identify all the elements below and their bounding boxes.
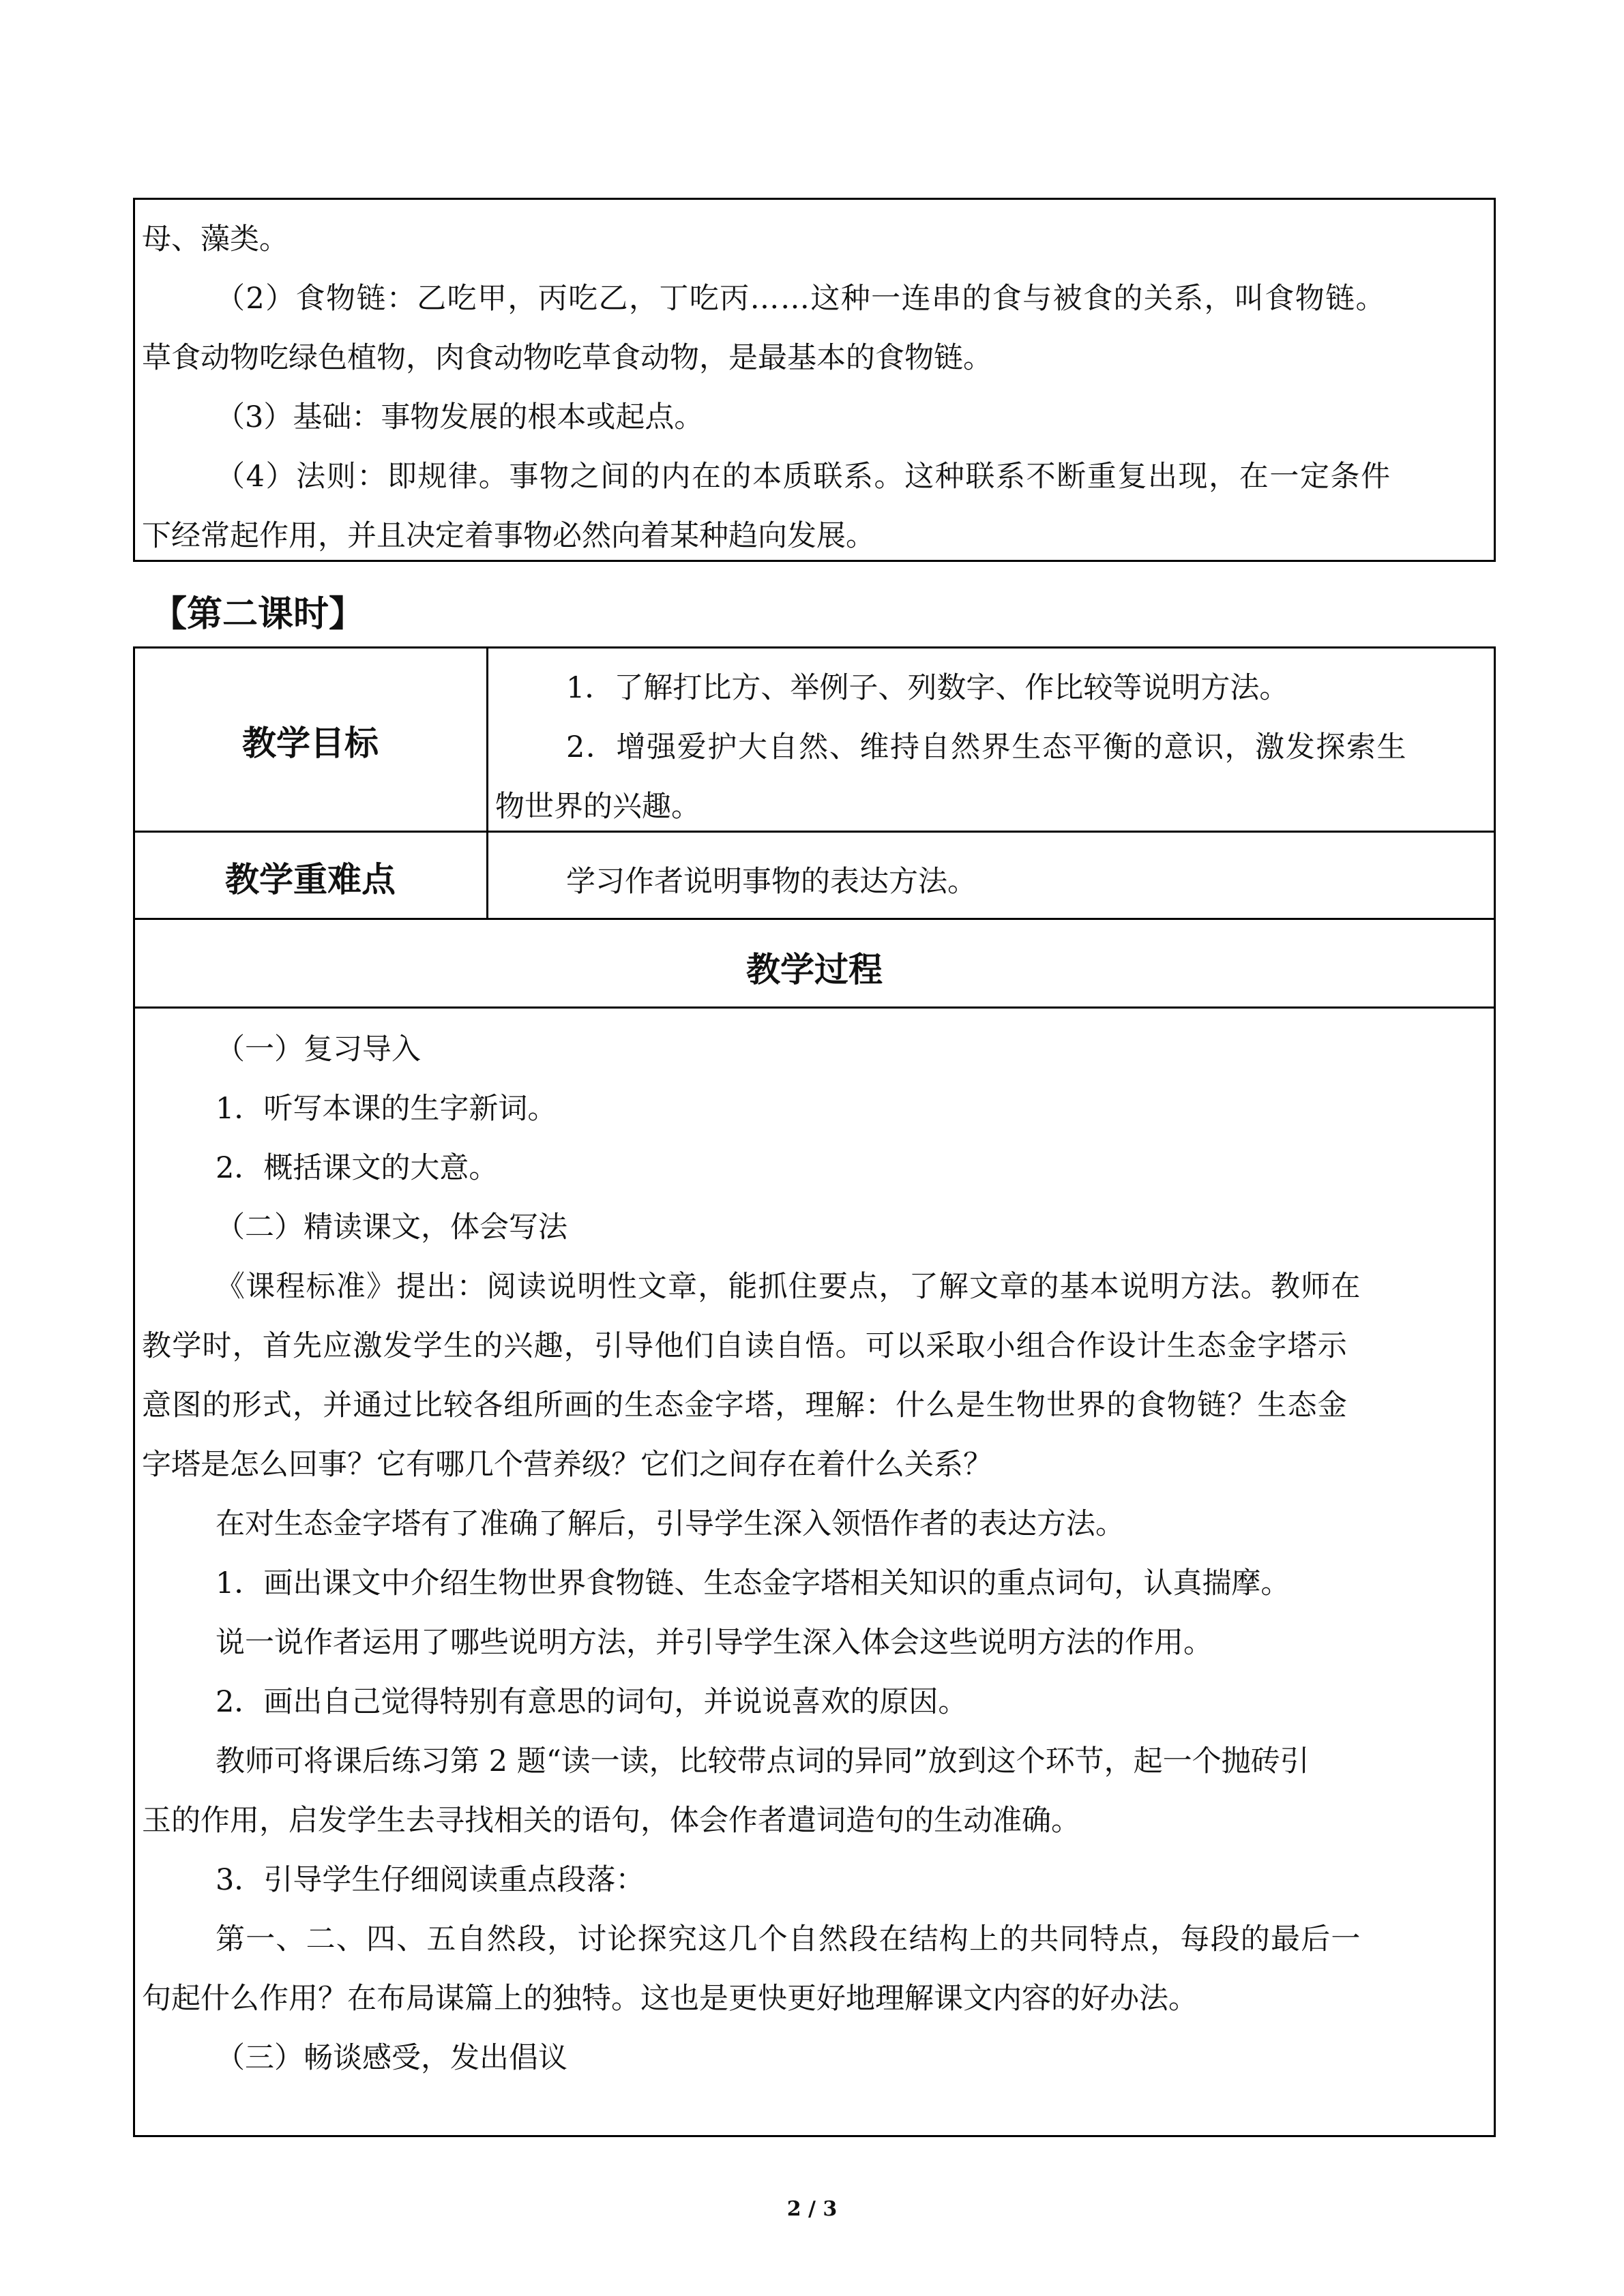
process-line-10: 1．画出课文中介绍生物世界食物链、生态金字塔相关知识的重点词句，认真揣摩。 [216, 1566, 1290, 1600]
continuation-line-1: 母、藻类。 [142, 222, 289, 256]
process-line-6: 教学时，首先应激发学生的兴趣，引导他们自读自悟。可以采取小组合作设计生态金字塔示 [142, 1329, 1348, 1363]
process-line-14: 玉的作用，启发学生去寻找相关的语句，体会作者遣词造句的生动准确。 [142, 1804, 1080, 1838]
continuation-line-5: （4）法则：即规律。事物之间的内在的本质联系。这种联系不断重复出现，在一定条件 [216, 460, 1391, 494]
process-line-13: 教师可将课后练习第 2 题“读一读，比较带点词的异同”放到这个环节，起一个抛砖引 [216, 1744, 1310, 1778]
goals-label: 教学目标 [242, 724, 379, 763]
row-divider-process-header [133, 1007, 1496, 1009]
goal-line-1: 1．了解打比方、举例子、列数字、作比较等说明方法。 [566, 671, 1289, 705]
process-line-4: （二）精读课文，体会写法 [216, 1210, 567, 1244]
process-line-3: 2．概括课文的大意。 [216, 1151, 499, 1185]
page-number: 2 / 3 [786, 2197, 838, 2221]
process-line-12: 2．画出自己觉得特别有意思的词句，并说说喜欢的原因。 [216, 1685, 968, 1719]
process-line-11: 说一说作者运用了哪些说明方法，并引导学生深入体会这些说明方法的作用。 [216, 1626, 1213, 1660]
process-label: 教学过程 [746, 950, 883, 989]
goal-line-2: 2．增强爱护大自然、维持自然界生态平衡的意识，激发探索生 [566, 730, 1408, 764]
row-divider-goals [133, 831, 1496, 833]
process-line-16: 第一、二、四、五自然段，讨论探究这几个自然段在结构上的共同特点，每段的最后一 [216, 1922, 1361, 1956]
row-divider-difficulty [133, 918, 1496, 920]
process-line-17: 句起什么作用？在布局谋篇上的独特。这也是更快更好地理解课文内容的好办法。 [142, 1982, 1198, 2016]
process-line-1: （一）复习导入 [216, 1032, 421, 1067]
section-heading: 【第二课时】 [151, 594, 365, 635]
process-line-7: 意图的形式，并通过比较各组所画的生态金字塔，理解：什么是生物世界的食物链？生态金 [142, 1388, 1348, 1422]
process-line-18: （三）畅谈感受，发出倡议 [216, 2041, 567, 2075]
difficulty-label: 教学重难点 [225, 860, 396, 899]
process-line-2: 1．听写本课的生字新词。 [216, 1092, 557, 1126]
continuation-line-6: 下经常起作用，并且决定着事物必然向着某种趋向发展。 [142, 519, 875, 553]
goal-line-3: 物世界的兴趣。 [495, 790, 700, 824]
process-line-8: 字塔是怎么回事？它有哪几个营养级？它们之间存在着什么关系？ [142, 1448, 992, 1482]
process-line-15: 3．引导学生仔细阅读重点段落： [216, 1863, 645, 1897]
continuation-line-3: 草食动物吃绿色植物，肉食动物吃草食动物，是最基本的食物链。 [142, 341, 992, 375]
process-line-9: 在对生态金字塔有了准确了解后，引导学生深入领悟作者的表达方法。 [216, 1507, 1125, 1541]
process-line-5: 《课程标准》提出：阅读说明性文章，能抓住要点，了解文章的基本说明方法。教师在 [216, 1270, 1361, 1304]
difficulty-text: 学习作者说明事物的表达方法。 [566, 865, 977, 899]
continuation-line-2: （2）食物链：乙吃甲，丙吃乙，丁吃丙……这种一连串的食与被食的关系，叫食物链。 [216, 282, 1386, 316]
continuation-line-4: （3）基础：事物发展的根本或起点。 [216, 400, 704, 434]
